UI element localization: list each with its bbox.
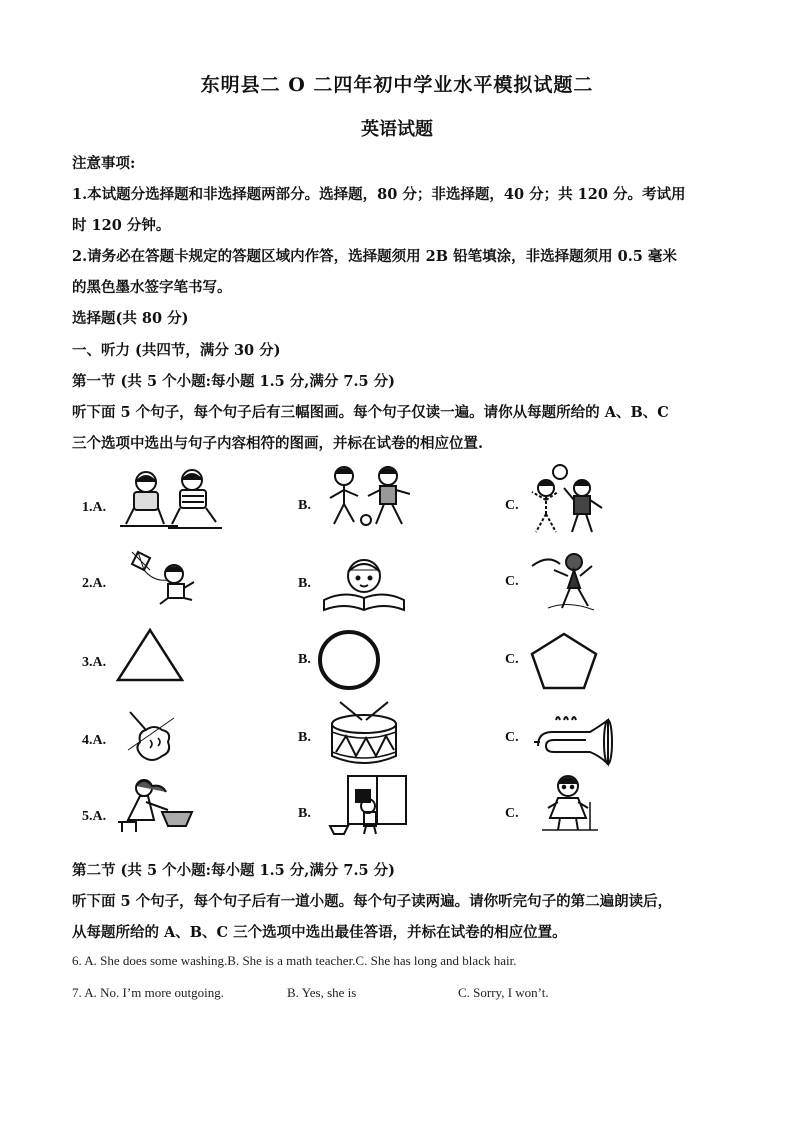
notes-line-2: 2.请务必在答题卡规定的答题区域内作答，选择题须用 2B 铅笔填涂，非选择题须用 0.5 毫米: [72, 248, 677, 265]
section1-heading: 第一节 (共 5 个小题:每小题 1.5 分,满分 7.5 分): [72, 373, 395, 390]
children-playing-sand-icon: [118, 468, 224, 530]
trumpet-icon: [530, 712, 614, 768]
kids-playing-ball-icon: [522, 462, 618, 538]
notes-line-2b: 的黑色墨水签字笔书写。: [72, 279, 232, 296]
section1-instruction-2: 三个选项中选出与句子内容相符的图画，并标在试卷的相应位置.: [72, 435, 484, 452]
part1-heading: 一、听力 (共四节，满分 30 分): [72, 342, 281, 359]
choice-heading: 选择题(共 80 分): [72, 310, 189, 327]
q3-option-a-label: 3.A.: [82, 655, 107, 670]
q3-option-c-label: C.: [505, 652, 519, 667]
q3-option-b-label: B.: [298, 652, 311, 667]
q1-option-c-label: C.: [505, 498, 519, 513]
q5-option-b-label: B.: [298, 806, 311, 821]
exam-subtitle: 英语试题: [361, 119, 433, 140]
q5-option-a-label: 5.A.: [82, 809, 107, 824]
circle-icon: [316, 628, 382, 692]
section1-instruction-1: 听下面 5 个句子，每个句子后有三幅图画。每个句子仅读一遍。请你从每题所给的 A、B、C: [72, 404, 669, 421]
q2-option-a-label: 2.A.: [82, 576, 107, 591]
question-6: 6. A. She does some washing.B. She is a math teacher.C. She has long and black hair.: [72, 953, 517, 968]
girl-washing-clothes-icon: [114, 776, 196, 836]
drum-icon: [326, 700, 402, 770]
q1-option-a-label: 1.A.: [82, 500, 107, 515]
q1-option-b-label: B.: [298, 498, 311, 513]
notes-line-1b: 时 120 分钟。: [72, 217, 171, 234]
q4-option-c-label: C.: [505, 730, 519, 745]
violin-icon: [124, 706, 182, 766]
q4-option-a-label: 4.A.: [82, 733, 107, 748]
boy-cleaning-window-icon: [326, 774, 410, 836]
question-7-option-c: C. Sorry, I won’t.: [458, 985, 549, 1000]
pentagon-icon: [528, 630, 600, 692]
boy-reading-book-icon: [318, 556, 410, 614]
q2-option-c-label: C.: [505, 574, 519, 589]
exam-title: 东明县二 O 二四年初中学业水平模拟试题二: [200, 74, 594, 96]
section2-instruction-2: 从每题所给的 A、B、C 三个选项中选出最佳答语，并标在试卷的相应位置。: [72, 924, 567, 941]
question-7-option-a: 7. A. No. I’m more outgoing.: [72, 985, 225, 1000]
boy-flying-kite-icon: [128, 548, 198, 608]
notes-line-1: 1.本试题分选择题和非选择题两部分。选择题，80 分；非选择题，40 分；共 120 分。考试用: [72, 186, 686, 203]
girl-sitting-icon: [538, 772, 602, 834]
q4-option-b-label: B.: [298, 730, 311, 745]
section2-instruction-1: 听下面 5 个句子，每个句子后有一道小题。每个句子读两遍。请你听完句子的第二遍朗读后，: [72, 893, 673, 910]
boys-playing-football-icon: [322, 464, 422, 530]
notes-heading: 注意事项:: [72, 155, 136, 172]
triangle-icon: [114, 626, 186, 684]
q5-option-c-label: C.: [505, 806, 519, 821]
section2-heading: 第二节 (共 5 个小题:每小题 1.5 分,满分 7.5 分): [72, 862, 395, 879]
girl-dancing-icon: [528, 548, 600, 614]
q2-option-b-label: B.: [298, 576, 311, 591]
question-7-option-b: B. Yes, she is: [287, 985, 357, 1000]
